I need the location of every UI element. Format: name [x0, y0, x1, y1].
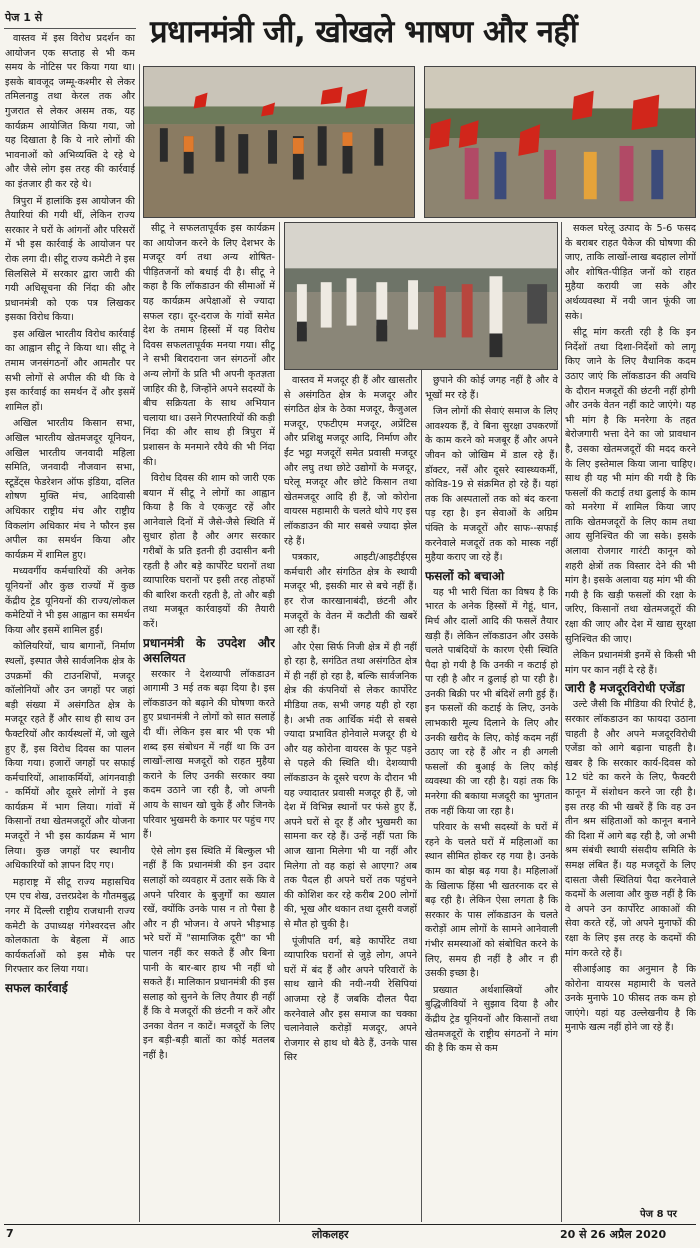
article-paragraph: पूंजीपति वर्ग, बड़े कार्पोरेट तथा व्यापारिक घरानों से जुड़े लोग, अपने घरों में बंद हैं और अपने परिवारों के साथ खाने की नयी-नयी रेसिपियां आजमा रहे हैं जबकि दौलत पैदा करनेवाले और इस समाज का चक्का चलानेवाले करोड़ों मजदूर, अपने रोजगार से हाथ धो बैठे हैं, उनके पास सिर [284, 935, 417, 1064]
article-paragraph: विरोध दिवस की शाम को जारी एक बयान में सीटू ने लोगों का आह्वान किया है कि वे एकजुट रहें और आनेवाले दिनों में जैसे-जैसे स्थिति में सुधार होता है और अगर सरकार गरीबों के प्रति इतनी ही उदासीन बनी रहती है और बड़े कार्पोरेट घरानों तथा व्यापारिक घरानों पर इसी तरह तोहफों की बारिश करती रहती है, तो और बड़ी तथा मजबूत कार्रवाइयों की तैयारी करें। [143, 473, 275, 631]
footer-divider [4, 1224, 696, 1225]
article-paragraph: महाराष्ट्र में सीटू राज्य महासचिव एम एच शेख, उत्तरप्रदेश के गौतमबुद्ध नगर में दिल्ली राष्ट्रीय राजधानी राज्य कमेटी के उपाध्यक्ष गंगेश्वरदत्त और कोलकाता के बेहला में आठ कार्यकर्ताओं को इस मौके पर गिरफ्तार कर लिया गया। [5, 876, 135, 976]
article-paragraph: सीटू मांग करती रही है कि इन निर्देशों तथा दिशा-निर्देशों को लागू किए जाने के लिए वैधानिक कदम उठाए जाएं कि लॉकडाउन की अवधि के दौरान मजदूरों की छंटनी नहीं होगी और उनके वेतन नहीं काटे जाएंगे। यह भी मांग है कि मनरेगा के तहत बेरोजगारी भत्ता देने का जो प्रावधान है, उसका खेतमजदूरों की मदद करने के लिए इस्तेमाल किया जाना चाहिए। साथ ही यह भी मांग की गयी है कि फसलों की कटाई तथा ढुलाई के काम को मनरेगा में शामिल किया जाए ताकि खेतमजदूरों के लिए काम तथा आय सुनिश्चित की जा सके। इसके अलावा रोजगार गारंटी कानून को शहरी क्षेत्रों तक विस्तार देने की भी मांग है। इसके अलावा यह मांग भी की गयी है कि खड़ी फसलों की रक्षा के जरिए, किसानों तथा खेतमजदूरों की रक्षा की जाए और देश में खाद्य सुरक्षा सुनिश्चित की जाए। [565, 327, 696, 645]
article-paragraph: त्रिपुरा में हालांकि इस आयोजन की तैयारियां की गयी थीं, लेकिन राज्य सरकार ने घरों के आंगनों और परिसरों में भी इस कार्रवाई के आयोजन पर रोक लगा दी। सीटू राज्य कमेटी ने इस सिलसिले में सरकार द्वारा जारी की गयी अधिसूचना की निंदा की और प्रधानमंत्री को एक पत्र लिखकर इसका विरोध किया। [5, 195, 135, 324]
article-paragraph: पत्रकार, आइटी/आइटीईएस कर्मचारी और संगठित क्षेत्र के स्थायी मजदूर भी, इसकी मार से बचे नहीं हैं। हर रोज कारखानाबंदी, छंटनी और मजदूरों के वेतन में कटौती की खबरें आ रही हैं। [284, 552, 417, 637]
article-paragraph: सकल घरेलू उत्पाद के 5-6 फसद के बराबर राहत पैकेज की घोषणा की जाए, ताकि लाखों-लाख बदहाल लोगों और शोषित-पीड़ित जनों को राहत मुहैया करायी जा सके और अर्थव्यवस्था में नयी जान फूंकी जा सके। [565, 223, 696, 322]
column-5 [565, 222, 696, 1200]
photo-women-protesters-flags [424, 66, 696, 218]
issue-date: 20 से 26 अप्रैल 2020 [560, 1228, 667, 1241]
headline: प्रधानमंत्री जी, खोखले भाषण और नहीं [150, 14, 578, 50]
subheading: जारी है मजदूरविरोधी एजेंडा [565, 681, 685, 696]
article-paragraph: उल्टे जैसी कि मीडिया की रिपोर्ट है, सरकार लॉकडाउन का फायदा उठाना चाहती है और अपने मजदूरविरोधी एजेंडा को आगे बढ़ाना चाहती है। खबर है कि सरकार कार्य-दिवस को 12 घंटे का करने के लिए, फैक्टरी कानून में संशोधन करने जा रही है। इस तरह की भी खबरें हैं कि वह उन तीन श्रम संहिताओं को कानून बनाने की दिशा में आगे बढ़ रही है, जो अभी श्रम संबंधी स्थायी संसदीय समिति के समक्ष लंबित हैं। यह मजदूरों के लिए दासता जैसी स्थितियां पैदा करनेवाले कदमों के अलावा और कुछ नहीं है कि वे अपने उन कार्पोरेट आकाओं की सेवा करते रहें, जो अपने मुनाफों की रक्षा के लिए इस तरह के कदमों की मांग करते रहे हैं। [565, 699, 696, 959]
article-paragraph: सीटू ने सफलतापूर्वक इस कार्यक्रम का आयोजन करने के लिए देशभर के मजदूर वर्ग तथा अन्य शोषित-पीड़ितजनों को बधाई दी है। सीटू ने कहा है कि लॉकडाउन की सीमाओं में यह कार्यक्रम अपेक्षाओं से ज्यादा सफल रहा। दूर-दराज के गांवों समेत देश के तमाम हिस्सों में यह विरोध दिवस सफलतापूर्वक मनया गया। सीटू ने सभी बिरादराना जन संगठनों और अन्य लोगों के प्रति भी अपनी कृतज्ञता जाहिर की है, जिन्होंने अपने सदस्यों के बीच सक्रियता के साथ अभियान चलाया था। उसने गिरफ्तारियों की कड़ी निंदा की और साथ ही त्रिपुरा में प्रशासन के मनमाने रवैये की भी निंदा की। [143, 223, 275, 468]
column-2 [143, 222, 275, 1222]
article-paragraph: छुपाने की कोई जगह नहीं है और वे भूखों मर रहे हैं। [425, 375, 558, 401]
subheading: प्रधानमंत्री के उपदेश और असलियत [143, 635, 275, 665]
article-paragraph: मध्यवर्गीय कर्मचारियों की अनेक यूनियनों और कुछ राज्यों में कुछ केंद्रीय ट्रेड यूनियनों की राज्य/लोकल कमेटियों ने भी इस आह्वान का समर्थन किया और इसमें शामिल हुईं। [5, 566, 135, 636]
publication-name: लोकलहर [312, 1228, 349, 1241]
article-paragraph: वास्तव में इस विरोध प्रदर्शन का आयोजन एक सप्ताह से भी कम समय के नोटिस पर किया गया था। इसके बावजूद जम्मू-कश्मीर से लेकर तमिलनाडु तथा केरल तक और गुजरात से लेकर असम तक, यह कार्यक्रम आयोजित किया गया, जो यह दिखाता है कि ये नारे लोगों की भावनाओं को अभिव्यक्ति दे रहे थे और जैसे लोग इस तरह की कार्रवाई का इंतजार ही कर रहे थे। [5, 33, 135, 190]
page-number: 7 [6, 1227, 14, 1240]
subheading: फसलों को बचाओ [425, 568, 505, 583]
article-paragraph: सरकार ने देशव्यापी लॉकडाउन आगामी 3 मई तक बढ़ा दिया है। इस लॉकडाउन को बढ़ाने की घोषणा करते हुए प्रधानमंत्री ने लोगों को सात सलाहें दी थीं। लेकिन इस बार भी एक भी शब्द इस संबोधन में नहीं था कि उन लाखों-लाख मजदूरों को राहत मुहैया कराने के लिए उनकी सरकार क्या कदम उठाने जा रही है, जो अपनी आय के साधन खो चुके हैं और जिनके परिवार भुखमरी के कगार पर पहुंच गए हैं। [143, 668, 275, 841]
article-paragraph: जिन लोगों की सेवाएं समाज के लिए आवश्यक हैं, वे बिना सुरक्षा उपकरणों के काम करने को मजबूर हैं और अपने जीवन को जोखिम में डाल रहे हैं। डॉक्टर, नर्सें और दूसरे स्वास्थ्यकर्मी, कोविड-19 से संक्रमित हो रहे हैं। यहां तक कि अस्पतालों तक को बंद करना पड़ रहा है। इन सेवाओं के अग्रिम पंक्ति के मजदूरों और साफ--सफाई करनेवाले मजदूरों तक को मास्क नहीं मुहैया कराए जा रहे हैं। [425, 406, 558, 564]
column-3 [284, 374, 417, 1222]
article-paragraph: इस अखिल भारतीय विरोध कार्रवाई का आह्वान सीटू ने किया था। सीटू ने तमाम जनसंगठनों और आमतौर पर सभी लोगों से अपील की थी कि वे इस कार्रवाई का समर्थन दें और इसमें शामिल हों। [5, 328, 135, 413]
article-paragraph: सीआईआइ का अनुमान है कि कोरोना वायरस महामारी के चलते उनके मुनाफे 10 फीसद तक कम हो जाएंगे। यहां यह उल्लेखनीय है कि मुनाफे खत्म नहीं होने जा रहे हैं। [565, 964, 696, 1034]
article-paragraph: ऐसे लोग इस स्थिति में बिल्कुल भी नहीं हैं कि प्रधानमंत्री की इन उदार सलाहों को व्यवहार में उतार सकें कि वे अपने परिवार के बुजुर्गों का ख्याल रखें, क्योंकि उनके पास न तो पैसा है और न ही भोजन। वे अपने भीड़भाड़ भरे घरों में "सामाजिक दूरी" का भी पालन नहीं कर सकते हैं और बिना पानी के बार-बार हाथ भी नहीं धो सकते हैं। मालिकान प्रधानमंत्री की इस सलाह को सुनने के लिए तैयार ही नहीं हैं कि वे मजदूरों की छंटनी न करें और उनका वेतन न काटें। मजदूरों के लिए इन बड़ी-बड़ी बातों का कोई मतलब नहीं है। [143, 845, 275, 1062]
article-paragraph: कोलियरियों, चाय बागानों, निर्माण स्थलों, इस्पात जैसे सार्वजनिक क्षेत्र के उपक्रमों की टाउनशिपों, मजदूर कॉलोनियों और उन जगहों पर जहां बड़ी संख्या में असंगठित क्षेत्र के मजदूर रहते हैं और साथ ही साथ उन फैक्टरियों और कार्यस्थलों में, जो खुले हुए हैं, इस विरोध दिवस का पालन किया गया। हजारों जगहों पर सफाई कर्मचारियों, आशाकर्मियों, आंगनवाड़ी - कर्मियों और दूसरे लोगों ने इस कार्यक्रम में भाग लिया। गांवों में किसानों तथा खेतमजदूरों और योजना मजदूरों ने भी इस कार्यक्रम में भाग लिया। कुछ जगहों पर स्थानीय अधिकारियों को ज्ञापन दिए गए। [5, 641, 135, 872]
article-paragraph: लेकिन प्रधानमंत्री इनमें से किसी भी मांग पर कान नहीं दे रहे हैं। [565, 650, 696, 676]
article-paragraph: अखिल भारतीय किसान सभा, अखिल भारतीय खेतमजदूर यूनियन, अखिल भारतीय जनवादी महिला समिति, जनवादी नौजवान सभा, स्टूडेंट्स फेडरेशन ऑफ इंडिया, दलित शोषण मुक्ति मंच, आदिवासी अधिकार राष्ट्रीय मंच और राष्ट्रीय विकलांग अधिकार मंच ने फौरन इस अपील का समर्थन किया और कार्यक्रम में शामिल हुए। [5, 418, 135, 561]
article-paragraph: यह भी भारी चिंता का विषय है कि भारत के अनेक हिस्सों में गेहूं, धान, मिर्च और दालों आदि की फसलें तैयार खड़ी हैं। लेकिन लॉकडाउन और उसके चलते पाबंदियों के कारण ऐसी स्थिति पैदा हो गयी है कि उनकी न कटाई हो पा रही है और न ढुलाई हो पा रही है। उनकी बिक्री पर भी बंदिशें लगी हुई हैं। इन फसलों की कटाई के लिए, उनके लाभकारी मूल्य दिलाने के लिए और उनकी खरीद के लिए, कोई कदम नहीं उठाए जा रहे हैं और न ही अगली फसलों की बुआई के लिए कोई व्यवस्था की जा रही है। यहां तक कि मनरेगा की बकाया मजदूरी का भुगतान तक नहीं किया जा रहा है। [425, 586, 558, 817]
photo-protest-workers-flags [143, 66, 415, 218]
article-paragraph: वास्तव में मजदूर ही हैं और खासतौर से असंगठित क्षेत्र के मजदूर और संगठित क्षेत्र के ठेका मजदूर, कैजुअल मजदूर, एफटीएम मजदूर, अप्रेंटिस और प्रशिक्षु मजदूर आदि, निर्माण और ईंट भट्ठा मजदूरों समेत प्रवासी मजदूर और लघु तथा छोटे उद्योगों के मजदूर, घरेलू मजदूर और छोटे किसान तथा खेतमजदूर आदि ही हैं, जो कोरोना वायरस महामारी के चलते थोपे गए इस लॉकडाउन की मार सबसे ज्यादा झेल रहे हैं। [284, 375, 417, 547]
continued-on-page-label: पेज 8 पर [640, 1209, 677, 1220]
column-1 [5, 32, 135, 1222]
column-4 [425, 374, 558, 1222]
article-paragraph: प्रख्यात अर्थशास्त्रियों और बुद्धिजीवियों ने सुझाव दिया है और केंद्रीय ट्रेड यूनियनों और किसानों तथा खेतमजदूरों के राष्ट्रीय संगठनों ने मांग की है कि कम से कम [425, 984, 558, 1055]
page-continuation-label: पेज 1 से [5, 11, 43, 24]
photo-masked-protesters [284, 222, 558, 370]
article-paragraph: और ऐसा सिर्फ निजी क्षेत्र में ही नहीं हो रहा है, सगंठित तथा असंगठित क्षेत्र में ही नहीं हो रहा है, बल्कि सार्वजनिक क्षेत्र की कंपनियों से लेकर कार्पोरेट मीडिया तक, सभी जगह यही हो रहा है। अभी तक आर्थिक मंदी से सबसे ज्यादा प्रभावित होनेवाले मजदूर ही थे और यह कोरोना वायरस के फूट पड़ने से पहले की स्थिति थी। देशव्यापी लॉकडाउन के दूसरे चरण के दौरान भी यह ज्यादातर प्रवासी मजदूर ही हैं, जो देश में विभिन्न स्थानों पर फंसे हुए हैं, अपने घरों से दूर हैं और भुखमरी का सामना कर रहे हैं। उन्हें नहीं पता कि आज खाना मिलेगा भी या नहीं और मिलेगा तो वह कहां से आएगा? अब तक पैदल ही अपने घरों तक पहुंचने की कोशिश कर रहे करीब 200 लोगों की, भूख और थकान तथा दूसरी वजहों से मौत हो चुकी है। [284, 641, 417, 930]
article-paragraph: परिवार के सभी सदस्यों के घरों में रहने के चलते घरों में महिलाओं का स्थान सीमित होकर रह गया है। उनके काम का बोझ बढ़ गया है। महिलाओं के खिलाफ हिंसा भी खतरनाक दर से बढ़ रही है। लेकिन ऐसा लगता है कि सरकार के पास लॉकडाउन के चलते करोड़ों आम लोगों के सामने आनेवाली गंभीर समस्याओं को संबोधित करने के लिए, समय ही नहीं है और न ही उसकी इच्छा है। [425, 822, 558, 980]
subheading: सफल कार्रवाई [5, 981, 68, 995]
